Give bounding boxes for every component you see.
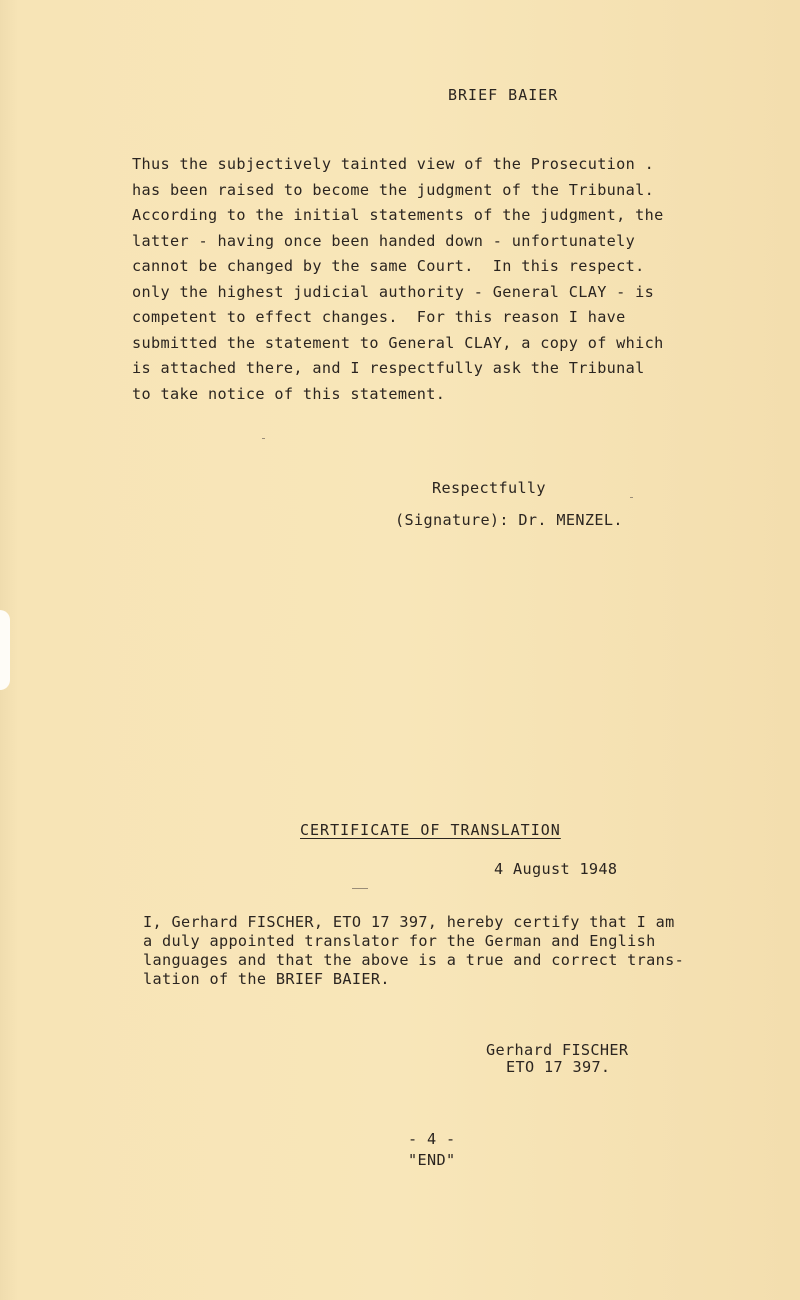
paper-speck bbox=[630, 497, 633, 498]
paper-speck bbox=[352, 888, 368, 889]
paragraph-line: is attached there, and I respectfully ask the Tribunal bbox=[132, 359, 645, 377]
translator-id: ETO 17 397. bbox=[506, 1058, 611, 1076]
page-number: - 4 - bbox=[408, 1130, 456, 1148]
paragraph-line: Thus the subjectively tainted view of the Prosecution . bbox=[132, 155, 655, 173]
end-marker: "END" bbox=[408, 1151, 456, 1169]
paragraph-line: cannot be changed by the same Court. In this respect. bbox=[132, 257, 645, 275]
paragraph-line: only the highest judicial authority - General CLAY - is bbox=[132, 283, 655, 301]
certificate-line: I, Gerhard FISCHER, ETO 17 397, hereby certify that I am bbox=[143, 913, 675, 931]
closing-respectfully: Respectfully bbox=[432, 479, 546, 497]
certificate-line: a duly appointed translator for the German and English bbox=[143, 932, 656, 950]
document-header: BRIEF BAIER bbox=[448, 86, 559, 104]
paragraph-line: to take notice of this statement. bbox=[132, 385, 446, 403]
paragraph-line: According to the initial statements of the judgment, the bbox=[132, 206, 664, 224]
page-edge-tear bbox=[0, 610, 10, 690]
paragraph-line: has been raised to become the judgment of the Tribunal. bbox=[132, 181, 655, 199]
signature-line: (Signature): Dr. MENZEL. bbox=[395, 511, 623, 529]
paper-speck bbox=[262, 438, 265, 439]
certificate-title: CERTIFICATE OF TRANSLATION bbox=[300, 821, 561, 839]
certificate-line: lation of the BRIEF BAIER. bbox=[143, 970, 390, 988]
translator-name: Gerhard FISCHER bbox=[486, 1041, 629, 1059]
certificate-line: languages and that the above is a true and correct trans- bbox=[143, 951, 685, 969]
paragraph-line: submitted the statement to General CLAY, a copy of which bbox=[132, 334, 664, 352]
certificate-date: 4 August 1948 bbox=[494, 860, 618, 878]
paragraph-line: competent to effect changes. For this reason I have bbox=[132, 308, 626, 326]
paragraph-line: latter - having once been handed down - unfortunately bbox=[132, 232, 636, 250]
